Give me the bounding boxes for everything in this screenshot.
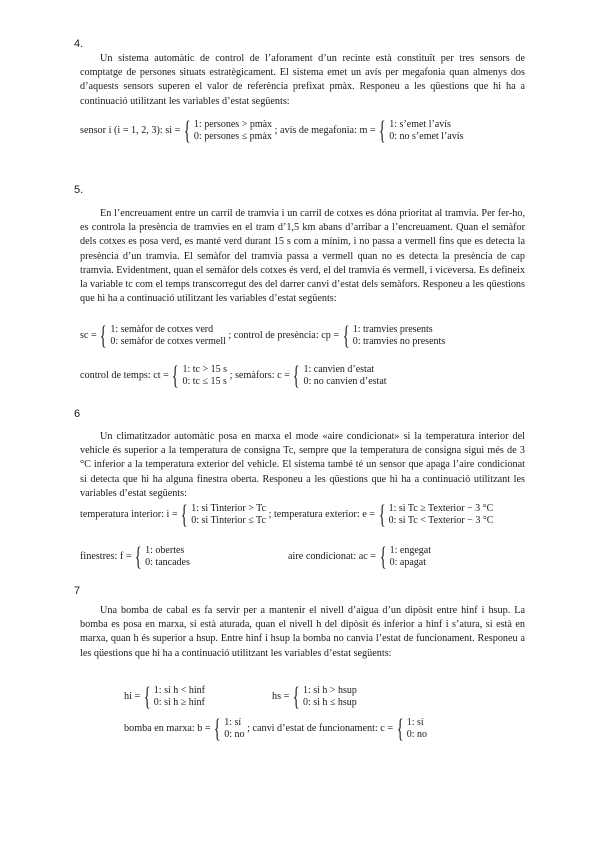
- brace-icon: {: [172, 361, 180, 390]
- section-7-defs-hi: [124, 684, 205, 710]
- b-label: bomba en marxa: b =: [124, 723, 211, 734]
- section-6-defs-row1: [80, 502, 493, 528]
- cp-cases: 1: tramvies presents 0: tramvies no presents: [352, 324, 446, 347]
- section-7-defs-row2: [124, 716, 427, 742]
- brace-icon: {: [214, 714, 221, 743]
- f-label: finestres: f =: [80, 551, 132, 562]
- ac-cases: 1: engegat 0: apagat: [389, 545, 432, 568]
- section-5-defs-row1: [80, 323, 445, 349]
- brace-icon: {: [378, 500, 386, 529]
- section-5-defs-row2: [80, 363, 387, 389]
- section-number-4: 4.: [74, 38, 84, 50]
- brace-icon: {: [396, 714, 404, 743]
- brace-icon: {: [292, 682, 300, 711]
- hs-label: hs =: [272, 691, 290, 702]
- cf-cases: 1: sí 0: no: [406, 717, 427, 740]
- brace-icon: {: [143, 682, 151, 711]
- brace-icon: {: [134, 542, 142, 571]
- sensor-cases: 1: persones > pmàx 0: persones ≤ pmàx: [193, 119, 273, 142]
- hi-cases: 1: si h < hinf 0: si h ≥ hinf: [153, 685, 205, 708]
- brace-icon: {: [293, 361, 301, 390]
- section-6-defs-row2: [80, 544, 190, 570]
- te-label: ; temperatura exterior: e =: [268, 509, 376, 520]
- ac-label: aire condicionat: ac =: [288, 551, 377, 562]
- section-number-6: 6: [74, 408, 81, 420]
- sc-cases: 1: semàfor de cotxes verd 0: semàfor de cotxes vermell: [110, 324, 226, 347]
- section-4-paragraph: Un sistema automàtic de control de l’aforament d’un recinte està constituït per tres sensors de comptatge de persones situats estratègicament. El sistema emet un avís per megafonia quan almenys dos d’aquests sensors superen el valor de referència prefixat pmàx. Responeu a les qüestions que hi ha a continuació utilitzant les variables d’estat següents:: [80, 53, 525, 107]
- b-cases: 1: sí 0: no: [224, 717, 245, 740]
- ct-label: control de temps: ct =: [80, 370, 169, 381]
- sc-label: sc =: [80, 330, 97, 341]
- brace-icon: {: [379, 542, 387, 571]
- section-5-paragraph: En l’encreuament entre un carril de tramvia i un carril de cotxes es dóna prioritat al tramvia. Per fer-ho, es controla la presència de tramvies en el tram d’1,5 km abans d’arribar a l’encreuament. Quan el semàfor dels cotxes es posa verd, es manté verd durant 15 s com a mínim, i no passa a vermell fins que es detecta la presència d’un tramvia. El semàfor del tramvia passa a vermell quan no es detecta la presència de cap tramvia. Evidentment, quan el semàfor dels cotxes és verd, el del tramvia és vermell, i viceversa. Es defineix la variable tc com el temps transcorregut des del darrer canvi d’estat dels semàfors. Responeu a les qüestions que hi ha a continuació utilitzant les variables d’estat següents:: [80, 208, 525, 305]
- brace-icon: {: [181, 500, 188, 529]
- ti-cases: 1: si Tinterior > Tc 0: si Tinterior ≤ Tc: [191, 503, 267, 526]
- brace-icon: {: [342, 321, 350, 350]
- c-label: ; semàfors: c =: [229, 370, 290, 381]
- te-cases: 1: si Tc ≥ Texterior − 3 °C 0: si Tc < Texterior − 3 °C: [388, 503, 494, 526]
- section-6-defs-ac: [288, 544, 431, 570]
- f-cases: 1: obertes 0: tancades: [145, 545, 190, 568]
- hs-cases: 1: si h > hsup 0: si h ≤ hsup: [302, 685, 357, 708]
- brace-icon: {: [100, 321, 108, 350]
- section-number-5: 5.: [74, 184, 84, 196]
- avis-cases: 1: s’emet l’avís 0: no s’emet l’avís: [389, 119, 464, 142]
- ct-cases: 1: tc > 15 s 0: tc ≤ 15 s: [182, 364, 228, 387]
- section-7-defs-hs: [272, 684, 357, 710]
- hi-label: hi =: [124, 691, 141, 702]
- section-7-paragraph: Una bomba de cabal es fa servir per a mantenir el nivell d’aigua d’un dipòsit entre hinf i hsup. La bomba es posa en marxa, si està aturada, quan el nivell h del dipòsit és inferior a hinf i s’atura, si està en marxa, quan h és superior a hsup. Entre hinf i hsup la bomba no canvia l’estat de funcionament. Responeu a les qüestions que hi ha a continuació utilitzant les variables d’estat següents:: [80, 605, 525, 659]
- section-4-defs: [80, 118, 463, 144]
- c-cases: 1: canvien d’estat 0: no canvien d’estat: [303, 364, 387, 387]
- section-number-7: 7: [74, 585, 81, 597]
- brace-icon: {: [379, 116, 386, 145]
- cf-label: ; canvi d’estat de funcionament: c =: [247, 723, 394, 734]
- sensor-label: sensor i (i = 1, 2, 3): si =: [80, 125, 181, 136]
- section-6-paragraph: Un climatitzador automàtic posa en marxa el mode «aire condicionat» si la temperatura interior del vehicle és superior a la temperatura de consigna Tc, sempre que la temperatura de consigna sigui més de 3 °C inferior a la temperatura exterior del vehicle. El sistema també té un sensor que apaga l’aire condicionat si detecta que hi ha alguna finestra oberta. Responeu a les qüestions que hi ha a continuació utilitzant les variables d’estat següents:: [80, 431, 525, 499]
- brace-icon: {: [183, 116, 191, 145]
- cp-label: ; control de presència: cp =: [228, 330, 340, 341]
- avis-label: ; avís de megafonia: m =: [274, 125, 376, 136]
- ti-label: temperatura interior: i =: [80, 509, 178, 520]
